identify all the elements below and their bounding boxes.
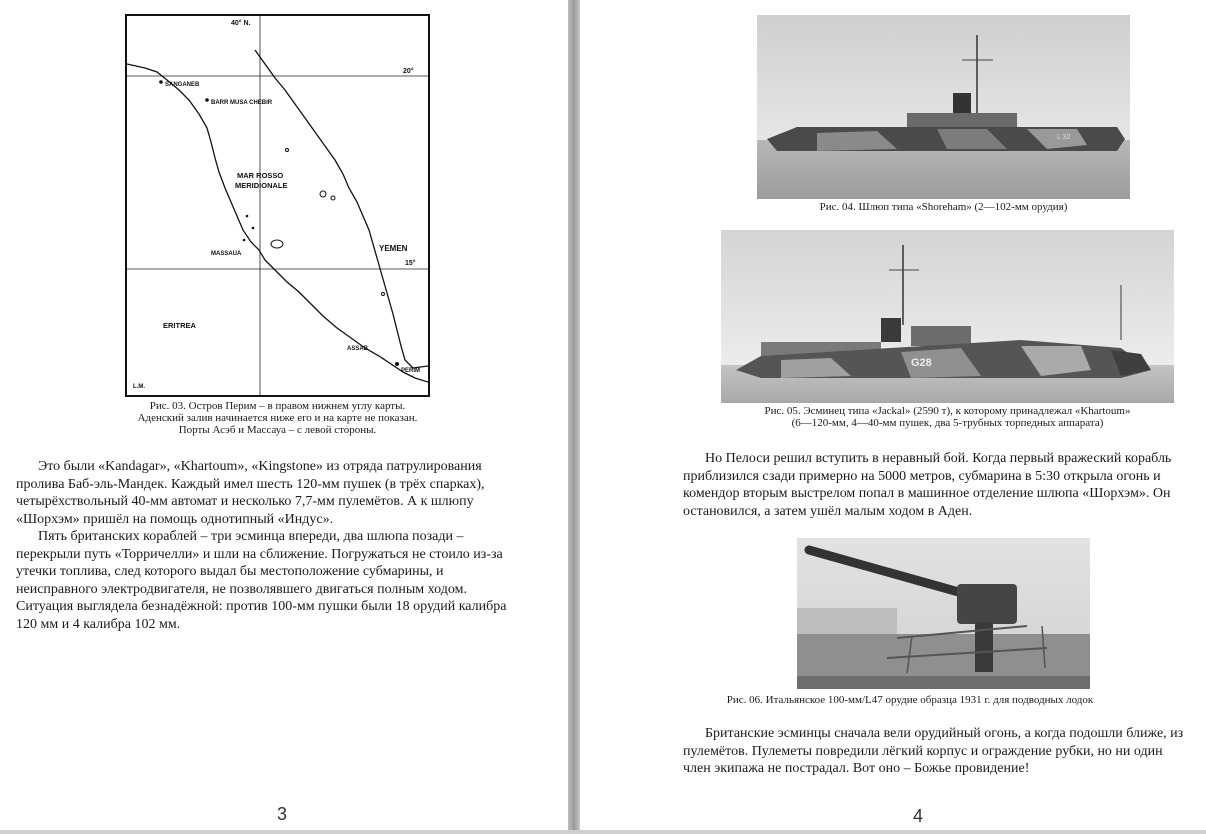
fig06-photo (797, 538, 1090, 689)
paragraph: Это были «Kandagar», «Khartoum», «Kingstone» из отряда патрулирования пролива Баб-эль-Мандек. Каждый имел шесть 120-мм пушек (в трёх спарках), четырёхствольный 40-мм автомат и несколько 7,7-мм пулемётов. А к шлюпу «Шорхэм» пришёл на помощь однотипный «Индус». (16, 459, 485, 527)
page-number: 3 (277, 804, 288, 824)
right-body-paragraph-2 (683, 725, 1188, 778)
fig06-caption: Рис. 06. Итальянское 100-мм/L47 орудие образца 1931 г. для подводных лодок (726, 694, 1094, 706)
left-body-text (16, 458, 513, 633)
right-body-paragraph-1 (683, 450, 1188, 520)
island-marker (395, 362, 399, 366)
island-marker (246, 215, 249, 218)
bottom-edge (0, 830, 1206, 834)
fig04-hull-number: L 32 (1057, 134, 1071, 141)
map-label-eritrea: ERITREA (163, 321, 196, 330)
red-sea-map (127, 16, 428, 395)
fig03-caption-line: Рис. 03. Остров Перим – в правом нижнем углу карты. (149, 400, 406, 412)
island-marker (286, 149, 289, 152)
deck-gun-photo (797, 538, 1090, 689)
fig03-caption (100, 400, 455, 436)
map-label-yemen: YEMEN (379, 244, 408, 253)
page-3 (0, 0, 568, 834)
paragraph: Британские эсминцы сначала вели орудийный огонь, а когда подошли ближе, из пулемётов. Пулеметы повредили лёгкий корпус и ограждение рубки, но ни один член экипажа не пострадал. Вот оно – Божье провидение! (683, 726, 1184, 776)
page-number: 4 (913, 806, 924, 826)
page-4 (580, 0, 1206, 834)
destroyer-photo (721, 230, 1174, 403)
map-label-barr-musa: BARR MUSA CHEBIR (211, 100, 273, 106)
map-label-lm: L.M. (133, 384, 145, 390)
paragraph: Пять британских кораблей – три эсминца впереди, два шлюпа позади – перекрыли путь «Торричелли» и шли на сближение. Погружаться не стоило из-за утечки топлива, след которого выдал бы местоположение субмарины, и неисправного электродвигателя, не позволявшего двигаться полным ходом. Ситуация выглядела безнадёжной: против 100-мм пушки были 18 орудий калибра 120 мм и 4 калибра 102 мм. (16, 529, 507, 632)
fig05-caption-line: (6—120-мм, 4—40-мм пушек, два 5-трубных торпедных аппарата) (791, 417, 1104, 429)
island-marker (159, 80, 163, 84)
sloop-photo (757, 15, 1130, 199)
map-label-15: 15° (405, 260, 416, 267)
island-marker (205, 98, 209, 102)
fig05-photo (721, 230, 1174, 403)
island-marker (243, 239, 246, 242)
paragraph: Но Пелоси решил вступить в неравный бой. Когда первый вражеский корабль приблизился сзади примерно на 5000 метров, субмарина в 5:30 открыла огонь и комендор вторым выстрелом попал в машинное отделение шлюпа «Шорхэм». Он остановился, а затем ушёл малым ходом в Аден. (683, 451, 1172, 519)
map-label-20: 20° (403, 68, 414, 75)
map-label-mar-rosso: MAR ROSSO (237, 171, 284, 180)
island-marker (320, 191, 326, 197)
fig03-caption-line: Аденский залив начинается ниже его и на карте не показан. (137, 412, 418, 424)
map-figure (125, 14, 430, 397)
fig03-caption-line: Порты Асэб и Массауа – с левой стороны. (178, 424, 377, 436)
fig05-caption (721, 405, 1174, 429)
map-label-sanganeb: SANGANEB (165, 82, 200, 88)
fig05-caption-line: Рис. 05. Эсминец типа «Jackal» (2590 т), к которому принадлежал «Khartoum» (764, 405, 1131, 417)
map-label-assab: ASSAB (347, 346, 369, 352)
map-label-massaua: MASSAUA (211, 251, 242, 257)
page-gutter (568, 0, 580, 834)
fig04-photo (757, 15, 1130, 199)
map-label-meridionale: MERIDIONALE (235, 181, 288, 190)
fig04-caption: Рис. 04. Шлюп типа «Shoreham» (2—102-мм орудия) (819, 201, 1068, 213)
fig05-hull-number: G28 (911, 357, 932, 369)
island-marker (331, 196, 335, 200)
dahlak-islands (271, 240, 283, 248)
map-label-perim: PERIM (401, 368, 421, 374)
island-marker (382, 293, 385, 296)
map-label-lon: 40° N. (231, 20, 251, 27)
island-marker (252, 227, 255, 230)
